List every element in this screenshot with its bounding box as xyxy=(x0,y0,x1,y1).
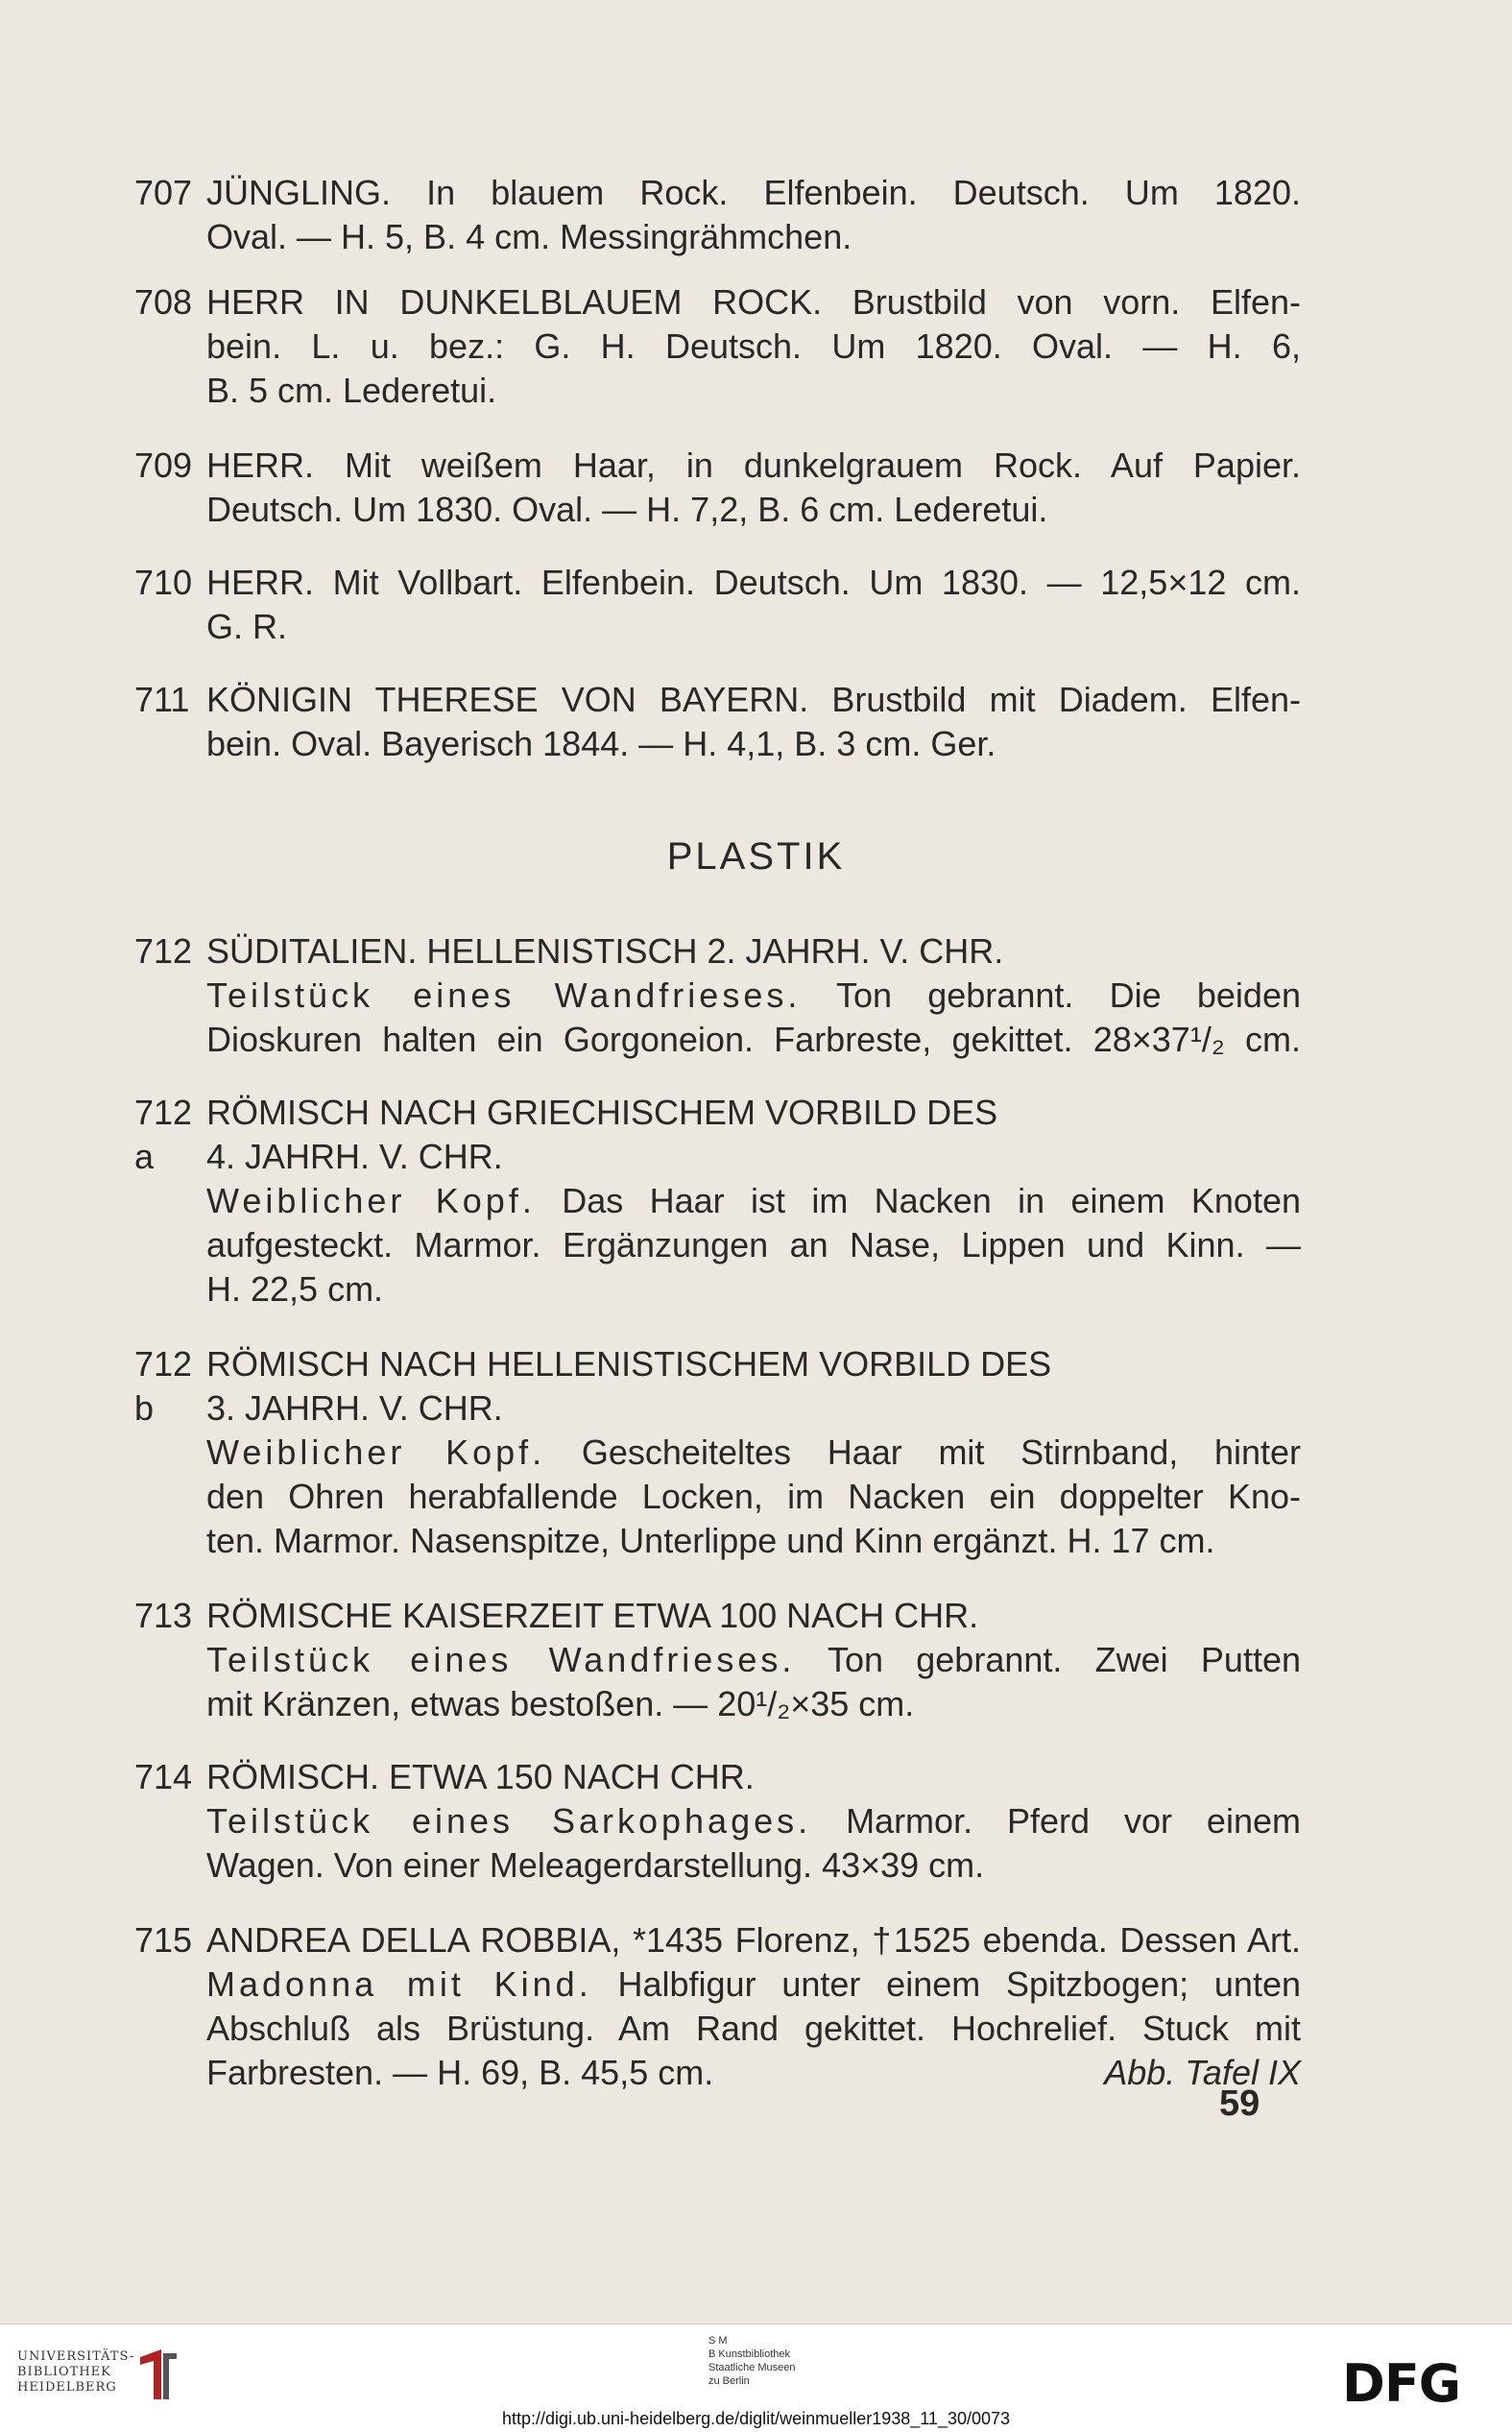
entry-heading: ANDREA DELLA ROBBIA, *1435 Florenz, †1525 ebenda. Dessen Art. xyxy=(206,1920,1301,1960)
university-logo-icon xyxy=(132,2346,180,2403)
museum-label xyxy=(708,2334,796,2388)
entry-number: 710 xyxy=(134,563,193,602)
entry-line: bein. L. u. bez.: G. H. Deutsch. Um 1820. Oval. — H. 6, xyxy=(206,326,1301,366)
entry-line: Farbresten. — H. 69, B. 45,5 cm. xyxy=(206,2053,714,2092)
spaced-title: Weiblicher Kopf. xyxy=(206,1181,536,1220)
uni-line: UNIVERSITÄTS- xyxy=(17,2349,135,2364)
entry-line: G. R. xyxy=(206,607,288,646)
entry-line: Abschluß als Brüstung. Am Rand gekittet. Hochrelief. Stuck mit xyxy=(206,2009,1301,2048)
spaced-title: Weiblicher Kopf. xyxy=(206,1433,546,1472)
entry-text: Marmor. Pferd vor einem xyxy=(846,1801,1301,1841)
entry-line: HERR. Mit weißem Haar, in dunkelgrauem Rock. Auf Papier. xyxy=(206,445,1301,485)
entry-heading: RÖMISCH. ETWA 150 NACH CHR. xyxy=(206,1757,755,1796)
entry-line: HERR. Mit Vollbart. Elfenbein. Deutsch. Um 1830. — 12,5×12 cm. xyxy=(206,563,1301,602)
entry-heading-cont: 3. JAHRH. V. CHR. xyxy=(206,1388,503,1428)
page-number: 59 xyxy=(1219,2083,1260,2124)
plate-reference: Abb. Tafel IX xyxy=(1104,2053,1301,2092)
entry-line: JÜNGLING. In blauem Rock. Elfenbein. Deutsch. Um 1820. xyxy=(206,173,1301,212)
entry-line: bein. Oval. Bayerisch 1844. — H. 4,1, B. 3 cm. Ger. xyxy=(206,724,996,763)
entry-text: Halbfigur unter einem Spitzbogen; unten xyxy=(617,1964,1301,2004)
entry-heading: RÖMISCH NACH HELLENISTISCHEM VORBILD DES xyxy=(206,1344,1052,1384)
entry-number: 708 xyxy=(134,282,193,322)
entry-line: ten. Marmor. Nasenspitze, Unterlippe und Kinn ergänzt. H. 17 cm. xyxy=(206,1521,1215,1560)
entry-line: HERR IN DUNKELBLAUEM ROCK. Brustbild von vorn. Elfen- xyxy=(206,282,1301,322)
entry-number: 712 xyxy=(134,931,193,971)
source-url-link[interactable]: http://digi.ub.uni-heidelberg.de/diglit/weinmueller1938_11_30/0073 xyxy=(501,2409,1011,2428)
uni-line: HEIDELBERG xyxy=(17,2380,117,2395)
spaced-title: Teilstück eines Wandfrieses. xyxy=(206,1640,796,1679)
section-heading: PLASTIK xyxy=(666,835,846,878)
spaced-title: Teilstück eines Wandfrieses. xyxy=(206,975,802,1015)
entry-heading: RÖMISCHE KAISERZEIT ETWA 100 NACH CHR. xyxy=(206,1596,979,1635)
museum-line: B Kunstbibliothek xyxy=(708,2348,790,2360)
uni-line: BIBLIOTHEK xyxy=(17,2365,111,2379)
entry-heading: RÖMISCH NACH GRIECHISCHEM VORBILD DES xyxy=(206,1093,998,1132)
entry-text: Gescheiteltes Haar mit Stirnband, hinter xyxy=(581,1433,1301,1472)
museum-line: Staatliche Museen xyxy=(708,2362,796,2373)
entry-line: aufgesteckt. Marmor. Ergänzungen an Nase, Lippen und Kinn. — xyxy=(206,1225,1301,1264)
entry-number: 714 xyxy=(134,1757,193,1796)
entry-line: Oval. — H. 5, B. 4 cm. Messingrähmchen. xyxy=(206,217,852,256)
university-library-label xyxy=(17,2349,134,2396)
entry-text: Ton gebrannt. Die beiden xyxy=(835,975,1301,1015)
footer-bar xyxy=(0,2324,1512,2432)
entry-heading-cont: 4. JAHRH. V. CHR. xyxy=(206,1137,503,1176)
entry-line: Wagen. Von einer Meleagerdarstellung. 43×39 cm. xyxy=(206,1845,985,1885)
dfg-logo: DFG xyxy=(1342,2353,1461,2414)
entry-heading: SÜDITALIEN. HELLENISTISCH 2. JAHRH. V. CHR. xyxy=(206,931,1004,971)
entry-number: 711 xyxy=(134,680,190,719)
entry-line: B. 5 cm. Lederetui. xyxy=(206,371,497,410)
entry-number: 712 a xyxy=(134,1093,193,1176)
spaced-title: Madonna mit Kind. xyxy=(206,1964,592,2004)
entry-line: mit Kränzen, etwas bestoßen. — 20¹/₂×35 cm. xyxy=(206,1684,915,1723)
entry-line: Deutsch. Um 1830. Oval. — H. 7,2, B. 6 cm. Lederetui. xyxy=(206,490,1048,529)
entry-number: 712 b xyxy=(134,1344,193,1428)
entry-number: 707 xyxy=(134,173,193,212)
entry-number: 715 xyxy=(134,1920,193,1960)
entry-number: 713 xyxy=(134,1596,193,1635)
entry-number: 709 xyxy=(134,445,193,485)
entry-line: H. 22,5 cm. xyxy=(206,1269,384,1309)
museum-line: zu Berlin xyxy=(708,2375,750,2387)
entry-line: Dioskuren halten ein Gorgoneion. Farbreste, gekittet. 28×37¹/₂ cm. xyxy=(206,1020,1301,1059)
entry-line: den Ohren herabfallende Locken, im Nacken ein doppelter Kno- xyxy=(206,1477,1301,1516)
entry-text: Das Haar ist im Nacken in einem Knoten xyxy=(562,1181,1301,1220)
entry-line: KÖNIGIN THERESE VON BAYERN. Brustbild mit Diadem. Elfen- xyxy=(206,680,1301,719)
spaced-title: Teilstück eines Sarkophages. xyxy=(206,1801,812,1841)
entry-text: Ton gebrannt. Zwei Putten xyxy=(827,1640,1301,1679)
museum-line: S M xyxy=(708,2335,728,2347)
